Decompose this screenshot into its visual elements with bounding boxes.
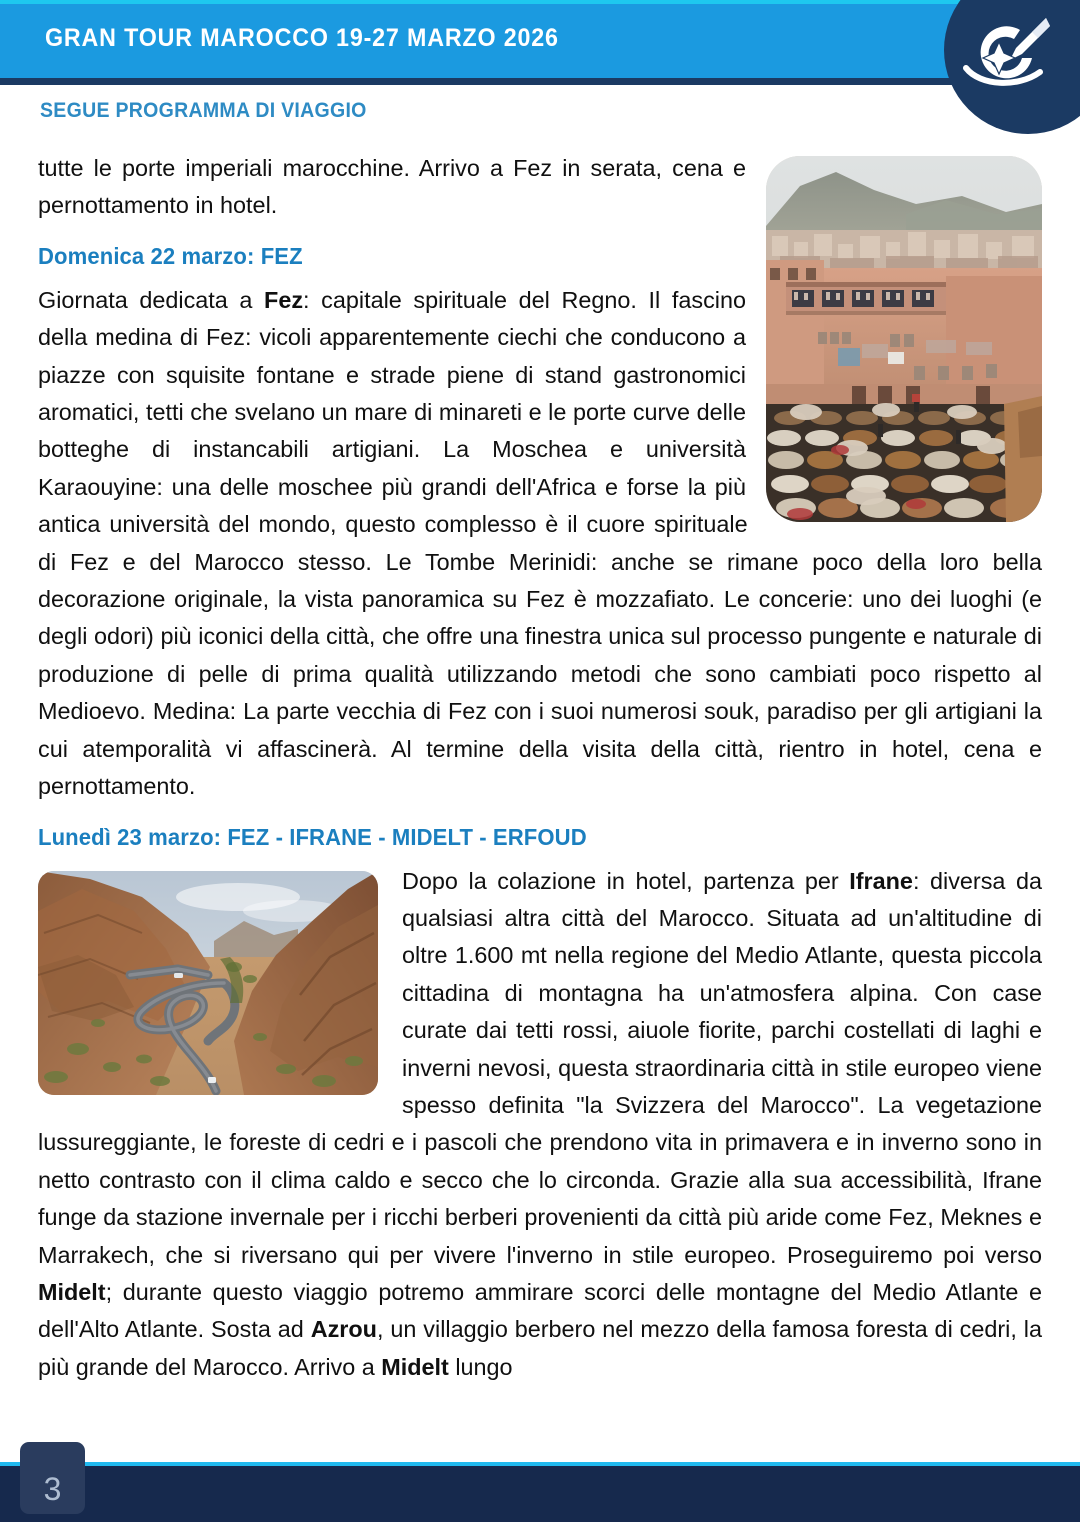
- erfoud-bold-azrou: Azrou: [310, 1316, 377, 1343]
- footer-top-accent-line: [0, 1462, 1080, 1466]
- fez-bold-term: Fez: [264, 286, 304, 313]
- day-heading-erfoud: Lunedì 23 marzo: FEZ - IFRANE - MIDELT - ERFOUD: [38, 823, 587, 850]
- continuation-paragraph: tutte le porte imperiali marocchine. Arrivo a Fez in serata, cena e pernottamento in hotel.: [38, 155, 746, 219]
- page-title: GRAN TOUR MAROCCO 19-27 MARZO 2026: [45, 24, 559, 52]
- mountain-road-image: [38, 871, 378, 1095]
- erfoud-bold-ifrane: Ifrane: [849, 867, 913, 894]
- brand-logo: [944, 0, 1080, 134]
- page-footer: [0, 1462, 1080, 1522]
- erfoud-bold-midelt-1: Midelt: [38, 1278, 106, 1305]
- erfoud-bold-midelt-2: Midelt: [381, 1353, 449, 1380]
- fez-text-rest: : capitale spirituale del Regno. Il fascino della medina di Fez: vicoli apparentemente ciechi che conducono a piazze con squisite fontane e strade piene di stand gastronomici aromatici, tetti che svelano un mare di minareti e le porte curve delle botteghe di instancabili artigiani. La Moschea e università Karaouyine: una delle moschee più grandi dell'Africa e forse la più antica università del mondo, questo complesso è il cuore spirituale di Fez e del Marocco stesso. Le Tombe Merinidi: anche se rimane poco della loro bella decorazione originale, la vista panoramica su Fez è mozzafiato. Le concerie: uno dei luoghi (e degli odori) più iconici della città, che offre una finestra unica sul processo pungente e naturale di produzione di pelle di prima qualità utilizzando metodi che sono cambiati poco rispetto al Medioevo. Medina: La parte vecchia di Fez con i suoi numerosi souk, paradiso per gli artigiani la cui atemporalità vi affascinerà. Al termine della visita della città, rientro in hotel, cena e pernottamento.: [38, 286, 1042, 800]
- mountain-road-photo: [38, 871, 378, 1095]
- page-subtitle: SEGUE PROGRAMMA DI VIAGGIO: [40, 99, 367, 122]
- erfoud-text-rest-4: lungo: [448, 1353, 513, 1380]
- erfoud-text-prefix: Dopo la colazione in hotel, partenza per: [402, 867, 850, 894]
- fez-tannery-photo: [766, 156, 1042, 522]
- erfoud-text-rest-3: , un villaggio berbero nel mezzo della famosa foresta di cedri, la più grande del Marocco. Arrivo a: [38, 1316, 1042, 1380]
- erfoud-text-rest-2: ; durante questo viaggio potremo ammirare scorci delle montagne del Medio Atlante e dell'Alto Atlante. Sosta ad: [38, 1278, 1042, 1343]
- header-navy-underline: [0, 78, 1080, 85]
- page-header: [0, 0, 1080, 140]
- itinerary-body: [38, 150, 1042, 1430]
- fez-tannery-image: [766, 156, 1042, 522]
- fez-text-prefix: Giornata dedicata a: [38, 286, 265, 313]
- erfoud-text-rest: : diversa da qualsiasi altra città del Marocco. Situata ad un'altitudine di oltre 1.600 mt nella regione del Medio Atlante, questa piccola cittadina di montagna ha un'atmosfera alpina. Con case curate dai tetti rossi, aiuole fiorite, parchi costellati di laghi e inverni nevosi, questa straordinaria città in stile europeo viene spesso definita "la Svizzera del Marocco". La vegetazione lussureggiante, le foreste di cedri e i pascoli che prendono vita in primavera e in inverno sono in netto contrasto con il clima caldo e secco che lo circonda. Grazie alla sua accessibilità, Ifrane funge da stazione invernale per i ricchi berberi provenienti da città più aride come Fez, Meknes e Marrakech, che si riversano qui per vivere l'inverno in stile europeo. Proseguiremo poi verso: [38, 867, 1043, 1268]
- day-heading-fez: Domenica 22 marzo: FEZ: [38, 242, 303, 269]
- rocket-swoosh-star-icon: [958, 14, 1054, 98]
- page-number: 3: [43, 1471, 62, 1507]
